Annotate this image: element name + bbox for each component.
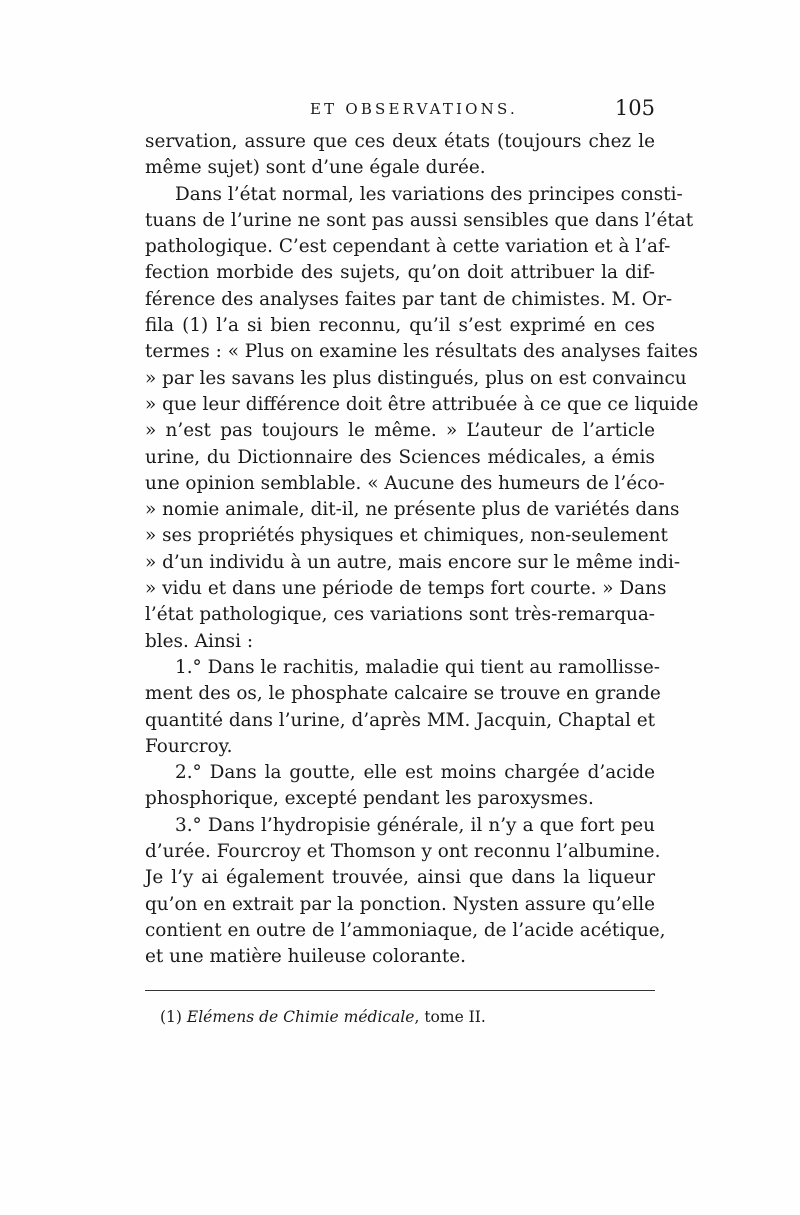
footnote-rest: , tome II.	[414, 1008, 486, 1026]
text-line: fila (1) l’a si bien reconnu, qu’il s’est exprimé en ces	[145, 315, 655, 337]
text-line: tuans de l’urine ne sont pas aussi sensibles que dans l’état	[145, 209, 694, 231]
text-line: phosphorique, excepté pendant les paroxysmes.	[145, 788, 594, 810]
footnote-title: Elémens de Chimie médicale	[186, 1008, 415, 1026]
body-text	[145, 129, 699, 971]
text-line: » vidu et dans une période de temps fort courte. » Dans	[145, 578, 667, 600]
text-line: ment des os, le phosphate calcaire se trouve en grande	[145, 683, 661, 705]
text-line: 3.° Dans l’hydropisie générale, il n’y a que fort peu	[175, 814, 655, 836]
text-line: termes : « Plus on examine les résultats des analyses faites	[145, 341, 698, 363]
text-line: même sujet) sont d’une égale durée.	[145, 157, 486, 179]
text-line: Dans l’état normal, les variations des principes consti-	[175, 183, 683, 205]
text-line: » que leur différence doit être attribuée à ce que ce liquide	[145, 393, 699, 415]
text-line: férence des analyses faites par tant de chimistes. M. Or-	[145, 288, 673, 310]
text-line: servation, assure que ces deux états (toujours chez le	[145, 131, 655, 152]
text-line: fection morbide des sujets, qu’on doit attribuer la dif-	[145, 262, 655, 284]
text-line: » par les savans les plus distingués, plus on est convaincu	[145, 367, 687, 389]
footnote-rule	[145, 990, 655, 991]
text-line: urine, du Dictionnaire des Sciences médicales, a émis	[145, 446, 655, 468]
text-line: Je l’y ai également trouvée, ainsi que dans la liqueur	[145, 867, 655, 889]
footnote	[160, 1008, 486, 1026]
text-line: pathologique. C’est cependant à cette variation et à l’af-	[145, 236, 671, 258]
text-line: 1.° Dans le rachitis, maladie qui tient au ramollisse-	[175, 656, 660, 678]
text-line: et une matière huileuse colorante.	[145, 946, 467, 968]
footnote-marker: (1)	[160, 1008, 182, 1026]
text-line: qu’on en extrait par la ponction. Nysten assure qu’elle	[145, 893, 655, 915]
text-line: » ses propriétés physiques et chimiques, non-seulement	[145, 525, 668, 547]
text-line: contient en outre de l’ammoniaque, de l’acide acétique,	[145, 919, 666, 941]
text-line: quantité dans l’urine, d’après MM. Jacquin, Chaptal et	[145, 709, 655, 731]
text-line: d’urée. Fourcroy et Thomson y ont reconnu l’albumine.	[145, 841, 661, 863]
text-line: bles. Ainsi :	[145, 630, 254, 652]
text-line: l’état pathologique, ces variations sont très-remarqua-	[145, 604, 655, 626]
text-line: » n’est pas toujours le même. » L’auteur de l’article	[145, 420, 655, 442]
page-header	[145, 96, 655, 124]
page-number: 105	[614, 96, 655, 120]
text-line: » nomie animale, dit-il, ne présente plus de variétés dans	[145, 499, 680, 521]
text-line: » d’un individu à un autre, mais encore sur le même indi-	[145, 551, 681, 573]
text-line: une opinion semblable. « Aucune des humeurs de l’éco-	[145, 472, 665, 494]
running-title: ET OBSERVATIONS.	[310, 100, 518, 118]
text-line: Fourcroy.	[145, 735, 233, 757]
text-line: 2.° Dans la goutte, elle est moins chargée d’acide	[175, 762, 655, 784]
